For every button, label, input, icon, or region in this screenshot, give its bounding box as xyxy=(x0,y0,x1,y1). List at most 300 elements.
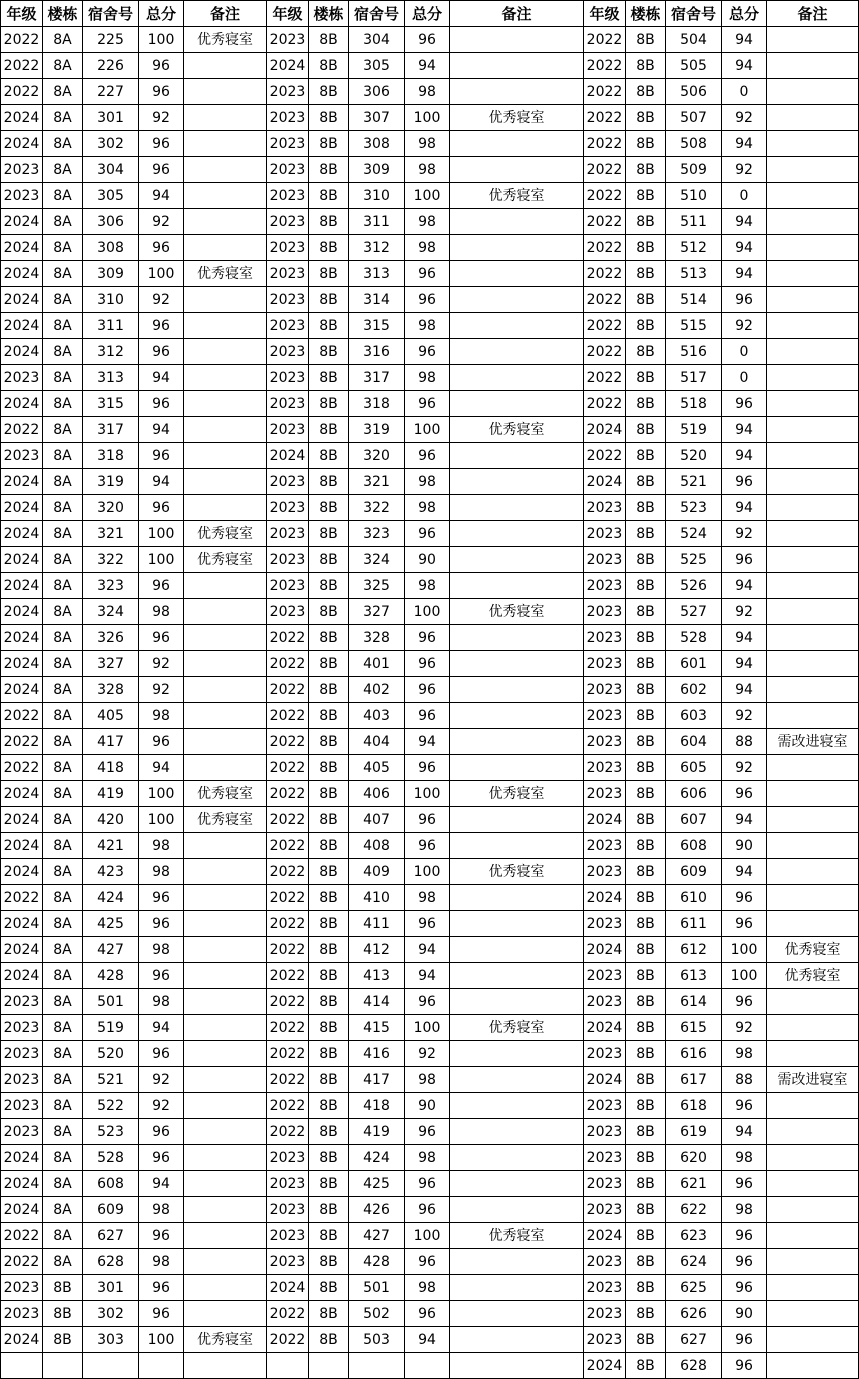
table-row xyxy=(1,1249,859,1275)
remark-cell xyxy=(184,677,267,703)
score-cell: 92 xyxy=(405,1041,450,1067)
score-cell: 98 xyxy=(722,1145,767,1171)
building-cell: 8A xyxy=(43,443,83,469)
remark-cell xyxy=(450,755,584,781)
grade-cell: 2022 xyxy=(584,261,626,287)
remark-cell xyxy=(184,339,267,365)
score-cell: 100 xyxy=(722,963,767,989)
room-cell: 307 xyxy=(349,105,405,131)
room-cell: 304 xyxy=(83,157,139,183)
grade-cell: 2024 xyxy=(584,1353,626,1379)
room-cell: 616 xyxy=(666,1041,722,1067)
score-cell xyxy=(405,1353,450,1379)
grade-cell: 2023 xyxy=(267,495,309,521)
room-cell: 319 xyxy=(349,417,405,443)
room-cell: 324 xyxy=(83,599,139,625)
remark-cell xyxy=(450,911,584,937)
room-cell: 627 xyxy=(83,1223,139,1249)
remark-cell xyxy=(184,183,267,209)
remark-cell xyxy=(450,495,584,521)
room-cell: 309 xyxy=(349,157,405,183)
remark-cell: 优秀寝室 xyxy=(450,1223,584,1249)
room-cell: 321 xyxy=(349,469,405,495)
score-cell: 96 xyxy=(139,729,184,755)
score-cell: 98 xyxy=(405,1067,450,1093)
building-cell: 8B xyxy=(309,1249,349,1275)
remark-cell xyxy=(450,1171,584,1197)
grade-cell: 2023 xyxy=(584,911,626,937)
building-cell: 8A xyxy=(43,677,83,703)
grade-cell: 2022 xyxy=(267,937,309,963)
remark-cell xyxy=(184,469,267,495)
grade-cell: 2023 xyxy=(267,313,309,339)
score-cell: 96 xyxy=(405,677,450,703)
building-cell: 8B xyxy=(309,547,349,573)
remark-cell xyxy=(450,1067,584,1093)
remark-cell xyxy=(450,1119,584,1145)
score-cell: 96 xyxy=(139,963,184,989)
table-row xyxy=(1,651,859,677)
building-cell: 8A xyxy=(43,937,83,963)
table-row xyxy=(1,1015,859,1041)
remark-cell xyxy=(767,417,859,443)
room-cell: 606 xyxy=(666,781,722,807)
room-cell xyxy=(349,1353,405,1379)
grade-cell: 2024 xyxy=(1,1171,43,1197)
building-cell: 8B xyxy=(626,313,666,339)
grade-cell: 2023 xyxy=(584,1197,626,1223)
grade-cell: 2023 xyxy=(267,1171,309,1197)
grade-cell: 2023 xyxy=(267,261,309,287)
remark-cell xyxy=(767,469,859,495)
score-cell: 96 xyxy=(722,989,767,1015)
remark-cell xyxy=(450,573,584,599)
table-row xyxy=(1,1301,859,1327)
grade-cell: 2022 xyxy=(1,1249,43,1275)
building-cell: 8A xyxy=(43,625,83,651)
building-cell: 8B xyxy=(626,443,666,469)
room-cell: 406 xyxy=(349,781,405,807)
building-cell: 8B xyxy=(626,1171,666,1197)
remark-cell xyxy=(184,729,267,755)
grade-cell: 2024 xyxy=(584,1067,626,1093)
room-cell: 627 xyxy=(666,1327,722,1353)
remark-cell xyxy=(767,105,859,131)
remark-cell: 优秀寝室 xyxy=(450,599,584,625)
remark-cell: 优秀寝室 xyxy=(450,859,584,885)
header-row xyxy=(1,1,859,27)
remark-cell xyxy=(767,1327,859,1353)
score-cell: 96 xyxy=(405,807,450,833)
remark-cell xyxy=(450,27,584,53)
remark-cell xyxy=(184,209,267,235)
remark-cell xyxy=(184,573,267,599)
remark-cell xyxy=(767,1171,859,1197)
score-cell: 100 xyxy=(405,599,450,625)
grade-cell: 2024 xyxy=(584,469,626,495)
score-cell: 98 xyxy=(405,157,450,183)
room-cell: 601 xyxy=(666,651,722,677)
remark-cell xyxy=(450,1093,584,1119)
grade-cell: 2023 xyxy=(584,573,626,599)
remark-cell: 优秀寝室 xyxy=(184,261,267,287)
remark-cell xyxy=(184,859,267,885)
grade-cell: 2024 xyxy=(584,885,626,911)
building-cell xyxy=(309,1353,349,1379)
building-cell: 8B xyxy=(309,677,349,703)
remark-cell xyxy=(184,755,267,781)
sheet-body xyxy=(1,27,859,1379)
building-cell: 8B xyxy=(626,937,666,963)
table-row xyxy=(1,27,859,53)
grade-cell: 2022 xyxy=(584,209,626,235)
score-cell: 96 xyxy=(405,625,450,651)
table-row xyxy=(1,1145,859,1171)
room-cell: 328 xyxy=(83,677,139,703)
remark-cell xyxy=(767,1301,859,1327)
building-cell: 8B xyxy=(626,27,666,53)
grade-cell: 2022 xyxy=(267,1015,309,1041)
remark-cell xyxy=(450,1353,584,1379)
table-row xyxy=(1,261,859,287)
building-cell: 8B xyxy=(626,1249,666,1275)
score-cell: 98 xyxy=(405,495,450,521)
remark-cell xyxy=(450,53,584,79)
score-cell: 98 xyxy=(139,1197,184,1223)
grade-cell: 2024 xyxy=(267,443,309,469)
score-cell: 0 xyxy=(722,183,767,209)
grade-cell: 2024 xyxy=(1,937,43,963)
remark-cell xyxy=(767,1223,859,1249)
building-cell: 8A xyxy=(43,1067,83,1093)
remark-cell xyxy=(450,703,584,729)
grade-cell: 2023 xyxy=(267,157,309,183)
remark-cell xyxy=(767,807,859,833)
table-row xyxy=(1,755,859,781)
room-cell: 315 xyxy=(83,391,139,417)
grade-cell: 2024 xyxy=(1,833,43,859)
score-cell: 96 xyxy=(722,391,767,417)
remark-cell xyxy=(450,157,584,183)
score-cell: 100 xyxy=(405,417,450,443)
remark-cell xyxy=(450,1249,584,1275)
remark-cell xyxy=(450,469,584,495)
remark-cell xyxy=(450,885,584,911)
score-cell: 96 xyxy=(722,1353,767,1379)
room-cell: 612 xyxy=(666,937,722,963)
grade-cell: 2022 xyxy=(1,755,43,781)
room-cell: 312 xyxy=(349,235,405,261)
remark-cell xyxy=(184,963,267,989)
remark-header: 备注 xyxy=(184,1,267,27)
building-cell: 8A xyxy=(43,1041,83,1067)
table-row xyxy=(1,157,859,183)
grade-cell: 2023 xyxy=(584,1275,626,1301)
score-cell: 94 xyxy=(139,365,184,391)
building-cell: 8B xyxy=(309,287,349,313)
room-cell: 311 xyxy=(349,209,405,235)
remark-cell xyxy=(450,1275,584,1301)
building-cell: 8B xyxy=(309,27,349,53)
grade-cell: 2023 xyxy=(1,1067,43,1093)
building-cell: 8B xyxy=(626,1145,666,1171)
building-cell: 8B xyxy=(309,755,349,781)
table-row xyxy=(1,313,859,339)
building-cell: 8B xyxy=(626,1015,666,1041)
grade-cell: 2023 xyxy=(584,833,626,859)
room-cell: 517 xyxy=(666,365,722,391)
building-cell: 8B xyxy=(309,235,349,261)
score-cell: 96 xyxy=(405,261,450,287)
grade-cell: 2022 xyxy=(584,27,626,53)
remark-cell xyxy=(450,391,584,417)
score-cell: 96 xyxy=(405,339,450,365)
room-cell: 514 xyxy=(666,287,722,313)
building-cell: 8A xyxy=(43,313,83,339)
score-cell: 96 xyxy=(405,287,450,313)
grade-cell: 2023 xyxy=(267,417,309,443)
room-cell: 512 xyxy=(666,235,722,261)
table-row xyxy=(1,859,859,885)
grade-cell: 2023 xyxy=(267,131,309,157)
score-cell: 92 xyxy=(722,521,767,547)
remark-cell xyxy=(767,1249,859,1275)
grade-cell: 2023 xyxy=(267,521,309,547)
building-cell: 8B xyxy=(309,911,349,937)
building-cell: 8B xyxy=(309,339,349,365)
remark-cell xyxy=(184,1249,267,1275)
score-cell: 94 xyxy=(722,495,767,521)
score-cell: 92 xyxy=(722,105,767,131)
grade-cell: 2023 xyxy=(584,625,626,651)
room-cell: 417 xyxy=(349,1067,405,1093)
score-cell: 96 xyxy=(139,235,184,261)
room-cell: 621 xyxy=(666,1171,722,1197)
building-cell: 8A xyxy=(43,573,83,599)
remark-cell xyxy=(184,625,267,651)
building-cell: 8B xyxy=(309,365,349,391)
building-cell: 8B xyxy=(626,781,666,807)
grade-cell: 2022 xyxy=(267,807,309,833)
grade-cell: 2022 xyxy=(584,105,626,131)
grade-cell: 2024 xyxy=(1,339,43,365)
building-cell: 8B xyxy=(309,573,349,599)
grade-cell: 2023 xyxy=(1,157,43,183)
grade-cell: 2024 xyxy=(1,521,43,547)
score-cell: 96 xyxy=(405,703,450,729)
remark-cell xyxy=(184,1067,267,1093)
grade-cell: 2024 xyxy=(1,391,43,417)
room-cell: 519 xyxy=(666,417,722,443)
remark-cell xyxy=(767,755,859,781)
remark-cell xyxy=(450,209,584,235)
grade-cell: 2023 xyxy=(267,391,309,417)
building-cell: 8A xyxy=(43,417,83,443)
room-cell: 618 xyxy=(666,1093,722,1119)
grade-cell: 2022 xyxy=(267,755,309,781)
room-cell: 417 xyxy=(83,729,139,755)
building-cell: 8B xyxy=(309,833,349,859)
building-cell: 8A xyxy=(43,469,83,495)
grade-cell: 2022 xyxy=(267,963,309,989)
grade-cell: 2024 xyxy=(1,625,43,651)
remark-cell xyxy=(450,1041,584,1067)
remark-cell xyxy=(450,729,584,755)
room-cell: 413 xyxy=(349,963,405,989)
room-cell: 513 xyxy=(666,261,722,287)
building-cell: 8A xyxy=(43,1145,83,1171)
grade-cell xyxy=(267,1353,309,1379)
table-row xyxy=(1,391,859,417)
room-cell: 303 xyxy=(83,1327,139,1353)
table-row xyxy=(1,1223,859,1249)
room-cell: 403 xyxy=(349,703,405,729)
remark-cell xyxy=(767,573,859,599)
room-cell: 611 xyxy=(666,911,722,937)
score-cell: 94 xyxy=(722,235,767,261)
room-cell: 617 xyxy=(666,1067,722,1093)
score-cell: 94 xyxy=(722,859,767,885)
score-cell: 90 xyxy=(722,1301,767,1327)
score-cell: 96 xyxy=(139,495,184,521)
room-cell: 507 xyxy=(666,105,722,131)
room-cell: 410 xyxy=(349,885,405,911)
building-cell: 8A xyxy=(43,157,83,183)
room-cell: 506 xyxy=(666,79,722,105)
grade-cell: 2024 xyxy=(267,1275,309,1301)
score-cell: 96 xyxy=(722,1275,767,1301)
grade-cell: 2022 xyxy=(267,885,309,911)
score-cell: 100 xyxy=(139,781,184,807)
grade-cell: 2024 xyxy=(1,313,43,339)
grade-cell: 2023 xyxy=(267,339,309,365)
remark-cell xyxy=(767,1041,859,1067)
table-row xyxy=(1,807,859,833)
remark-cell xyxy=(450,131,584,157)
room-cell: 402 xyxy=(349,677,405,703)
building-cell: 8B xyxy=(309,625,349,651)
grade-cell xyxy=(1,1353,43,1379)
grade-cell: 2023 xyxy=(1,1041,43,1067)
grade-cell: 2024 xyxy=(1,105,43,131)
grade-cell: 2023 xyxy=(1,183,43,209)
room-cell: 609 xyxy=(83,1197,139,1223)
grade-cell: 2023 xyxy=(584,1327,626,1353)
room-cell: 304 xyxy=(349,27,405,53)
room-cell: 428 xyxy=(83,963,139,989)
room-cell: 308 xyxy=(83,235,139,261)
table-row xyxy=(1,287,859,313)
building-cell: 8A xyxy=(43,183,83,209)
score-cell: 96 xyxy=(139,313,184,339)
room-cell: 624 xyxy=(666,1249,722,1275)
building-cell: 8B xyxy=(43,1275,83,1301)
table-row xyxy=(1,131,859,157)
grade-cell: 2022 xyxy=(267,989,309,1015)
score-cell: 96 xyxy=(405,651,450,677)
grade-cell: 2023 xyxy=(584,1041,626,1067)
score-cell: 92 xyxy=(139,1093,184,1119)
room-cell: 525 xyxy=(666,547,722,573)
score-cell: 88 xyxy=(722,1067,767,1093)
score-cell: 92 xyxy=(139,651,184,677)
remark-cell xyxy=(184,833,267,859)
score-cell: 98 xyxy=(722,1197,767,1223)
score-cell: 98 xyxy=(139,1249,184,1275)
score-cell: 94 xyxy=(722,677,767,703)
building-cell: 8A xyxy=(43,521,83,547)
remark-cell xyxy=(767,781,859,807)
grade-cell: 2023 xyxy=(267,547,309,573)
table-row xyxy=(1,443,859,469)
remark-cell xyxy=(450,807,584,833)
score-header: 总分 xyxy=(405,1,450,27)
score-cell: 94 xyxy=(722,209,767,235)
grade-cell: 2023 xyxy=(584,547,626,573)
score-cell: 100 xyxy=(139,547,184,573)
score-cell: 96 xyxy=(139,1041,184,1067)
building-cell: 8A xyxy=(43,703,83,729)
grade-cell: 2023 xyxy=(267,1145,309,1171)
room-cell: 305 xyxy=(349,53,405,79)
grade-cell: 2023 xyxy=(267,1223,309,1249)
building-cell: 8B xyxy=(309,703,349,729)
score-cell: 94 xyxy=(722,807,767,833)
score-cell: 94 xyxy=(139,469,184,495)
building-cell: 8B xyxy=(626,859,666,885)
building-cell: 8B xyxy=(626,833,666,859)
building-cell: 8B xyxy=(626,1327,666,1353)
score-cell: 98 xyxy=(405,235,450,261)
score-cell: 96 xyxy=(139,1275,184,1301)
remark-cell xyxy=(184,79,267,105)
grade-cell: 2022 xyxy=(267,911,309,937)
table-row xyxy=(1,625,859,651)
room-cell: 609 xyxy=(666,859,722,885)
score-cell: 100 xyxy=(405,1223,450,1249)
score-cell: 0 xyxy=(722,79,767,105)
building-cell: 8A xyxy=(43,1093,83,1119)
table-row xyxy=(1,209,859,235)
room-cell: 323 xyxy=(349,521,405,547)
remark-cell: 需改进寝室 xyxy=(767,1067,859,1093)
grade-cell: 2022 xyxy=(584,339,626,365)
grade-cell: 2024 xyxy=(1,599,43,625)
room-cell: 528 xyxy=(83,1145,139,1171)
room-cell: 526 xyxy=(666,573,722,599)
score-cell: 100 xyxy=(405,781,450,807)
score-cell: 96 xyxy=(405,1249,450,1275)
remark-cell xyxy=(184,157,267,183)
grade-cell: 2023 xyxy=(1,443,43,469)
score-cell xyxy=(139,1353,184,1379)
building-cell: 8A xyxy=(43,287,83,313)
score-cell: 94 xyxy=(139,755,184,781)
building-cell: 8A xyxy=(43,391,83,417)
grade-cell: 2023 xyxy=(584,1119,626,1145)
building-cell: 8B xyxy=(309,885,349,911)
remark-cell: 优秀寝室 xyxy=(184,27,267,53)
building-cell: 8B xyxy=(309,729,349,755)
building-cell: 8B xyxy=(626,287,666,313)
score-cell: 94 xyxy=(405,963,450,989)
room-cell: 226 xyxy=(83,53,139,79)
score-cell: 94 xyxy=(722,1119,767,1145)
score-cell: 98 xyxy=(405,1275,450,1301)
table-row xyxy=(1,1171,859,1197)
remark-cell: 优秀寝室 xyxy=(184,521,267,547)
grade-cell: 2023 xyxy=(267,599,309,625)
